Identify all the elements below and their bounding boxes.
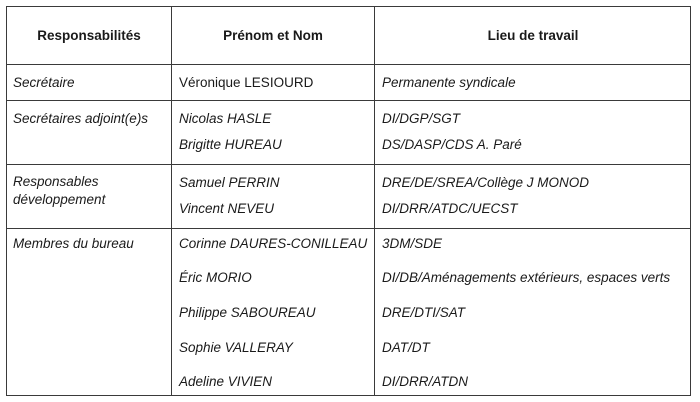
- member-name: Véronique LESIOURD: [179, 75, 314, 90]
- responsibilities-table: [6, 6, 691, 396]
- member-name: Adeline VIVIEN: [179, 374, 273, 389]
- member-workplace: Permanente syndicale: [382, 75, 516, 90]
- role-responsables-line2: développement: [13, 192, 106, 207]
- member-name: Éric MORIO: [179, 270, 252, 285]
- row-divider: [7, 100, 690, 101]
- row-divider: [7, 64, 690, 65]
- member-workplace: DI/DGP/SGT: [382, 111, 461, 126]
- member-workplace: 3DM/SDE: [382, 236, 443, 251]
- member-name: Philippe SABOUREAU: [179, 305, 316, 320]
- member-workplace: DI/DB/Aménagements extérieurs, espaces verts: [382, 270, 671, 285]
- member-name: Nicolas HASLE: [179, 111, 272, 126]
- member-name: Brigitte HUREAU: [179, 137, 282, 152]
- member-workplace: DS/DASP/CDS A. Paré: [382, 137, 522, 152]
- role-membres-bureau: Membres du bureau: [13, 236, 134, 251]
- column-divider: [171, 7, 172, 395]
- member-name: Corinne DAURES-CONILLEAU: [179, 236, 368, 251]
- member-workplace: DRE/DTI/SAT: [382, 305, 466, 320]
- member-workplace: DRE/DE/SREA/Collège J MONOD: [382, 175, 590, 190]
- member-name: Vincent NEVEU: [179, 201, 275, 216]
- member-workplace: DI/DRR/ATDC/UECST: [382, 201, 518, 216]
- member-workplace: DAT/DT: [382, 340, 430, 355]
- row-divider: [7, 164, 690, 165]
- role-secretaire: Secrétaire: [13, 75, 75, 90]
- header-lieu-travail: Lieu de travail: [487, 28, 579, 43]
- member-workplace: DI/DRR/ATDN: [382, 374, 468, 389]
- role-responsables-line1: Responsables: [13, 174, 99, 189]
- column-divider: [374, 7, 375, 395]
- header-prenom-nom: Prénom et Nom: [223, 28, 323, 43]
- member-name: Sophie VALLERAY: [179, 340, 293, 355]
- header-responsabilites: Responsabilités: [37, 28, 141, 43]
- row-divider: [7, 228, 690, 229]
- role-secretaires-adjoints: Secrétaires adjoint(e)s: [13, 111, 149, 126]
- member-name: Samuel PERRIN: [179, 175, 280, 190]
